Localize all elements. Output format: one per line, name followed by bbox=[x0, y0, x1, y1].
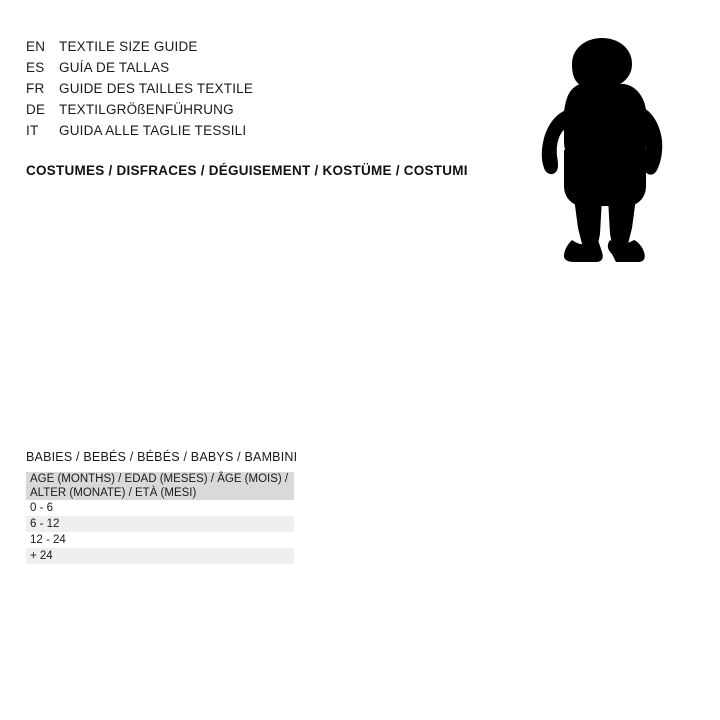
language-code-en: EN bbox=[26, 39, 46, 54]
toddler-silhouette-icon bbox=[520, 28, 680, 268]
language-row-it bbox=[26, 120, 496, 141]
size-table bbox=[26, 472, 294, 564]
table-header-row bbox=[26, 472, 294, 500]
table-row bbox=[26, 532, 294, 548]
table-header-line-1: AGE (MONTHS) / EDAD (MESES) / ÂGE (MOIS) / bbox=[30, 473, 289, 485]
language-title-en: TEXTILE SIZE GUIDE bbox=[59, 39, 198, 54]
language-row-de bbox=[26, 99, 496, 120]
language-title-list bbox=[26, 36, 496, 141]
table-row bbox=[26, 516, 294, 532]
language-code-it: IT bbox=[26, 123, 39, 138]
table-header-cell bbox=[26, 472, 294, 500]
table-cell-age-2: 12 - 24 bbox=[26, 532, 294, 548]
language-code-de: DE bbox=[26, 102, 46, 117]
table-row bbox=[26, 548, 294, 564]
language-code-es: ES bbox=[26, 60, 45, 75]
language-title-es: GUÍA DE TALLAS bbox=[59, 60, 170, 75]
table-cell-age-3: + 24 bbox=[26, 548, 294, 564]
language-title-de: TEXTILGRÖßENFÜHRUNG bbox=[59, 102, 234, 117]
table-caption: BABIES / BEBÉS / BÉBÉS / BABYS / BAMBINI bbox=[26, 450, 298, 464]
table-cell-age-0: 0 - 6 bbox=[26, 500, 294, 516]
table-header-line-2: ALTER (MONATE) / ETÀ (MESI) bbox=[30, 487, 197, 499]
language-title-it: GUIDA ALLE TAGLIE TESSILI bbox=[59, 123, 247, 138]
language-title-fr: GUIDE DES TAILLES TEXTILE bbox=[59, 81, 254, 96]
table-row bbox=[26, 500, 294, 516]
size-table-section bbox=[26, 450, 296, 564]
language-code-fr: FR bbox=[26, 81, 45, 96]
category-heading: COSTUMES / DISFRACES / DÉGUISEMENT / KOSTÜME / COSTUMI bbox=[26, 163, 468, 178]
language-row-en bbox=[26, 36, 496, 57]
table-cell-age-1: 6 - 12 bbox=[26, 516, 294, 532]
language-row-fr bbox=[26, 78, 496, 99]
language-row-es bbox=[26, 57, 496, 78]
